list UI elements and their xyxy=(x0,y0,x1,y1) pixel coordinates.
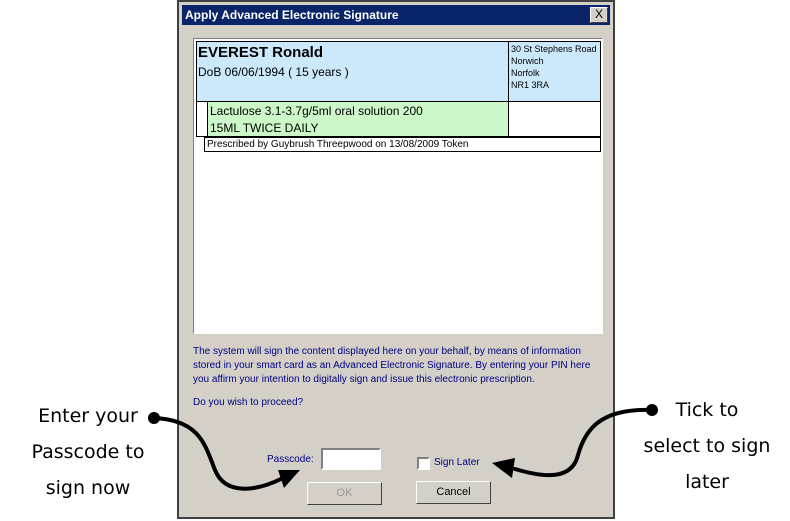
annotation-line: later xyxy=(685,471,729,493)
dialog-title: Apply Advanced Electronic Signature xyxy=(185,8,399,22)
address-line: NR1 3RA xyxy=(511,80,550,90)
annotation-line: Enter your xyxy=(38,405,138,427)
annotation-line: Passcode to xyxy=(31,441,145,463)
medication-name: Lactulose 3.1-3.7g/5ml oral solution 200 xyxy=(210,104,423,118)
annotation-line: sign now xyxy=(45,477,131,499)
right-arrow-curve xyxy=(515,410,652,475)
prescribed-by-line: Prescribed by Guybrush Threepwood on 13/08/2009 Token xyxy=(204,137,601,152)
close-button[interactable]: X xyxy=(590,7,608,23)
signature-info-text: The system will sign the content displayed here on your behalf, by means of information stored in your smart card as an Advanced Electronic Signature. By entering your PIN here you affirm your intention to digitally sign and issue this electronic prescription. xyxy=(193,346,591,385)
sign-later-label[interactable]: Sign Later xyxy=(434,457,480,468)
right-arrowhead-icon xyxy=(492,458,515,478)
left-arrow-curve xyxy=(154,418,283,489)
proceed-question: Do you wish to proceed? xyxy=(193,397,304,408)
address-line: Norfolk xyxy=(511,68,540,78)
cancel-button[interactable]: Cancel xyxy=(416,481,491,504)
ok-button[interactable]: OK xyxy=(307,482,382,505)
passcode-label: Passcode: xyxy=(267,454,314,465)
address-line: 30 St Stephens Road xyxy=(511,44,597,54)
patient-name: EVEREST Ronald xyxy=(198,44,324,61)
medication-dosage: 15ML TWICE DAILY xyxy=(210,121,319,135)
annotation-line: Tick to xyxy=(675,399,739,421)
left-arrowhead-icon xyxy=(278,470,300,488)
patient-dob: DoB 06/06/1994 ( 15 years ) xyxy=(198,65,349,79)
address-line: Norwich xyxy=(511,56,544,66)
annotation-line: select to sign xyxy=(643,435,771,457)
